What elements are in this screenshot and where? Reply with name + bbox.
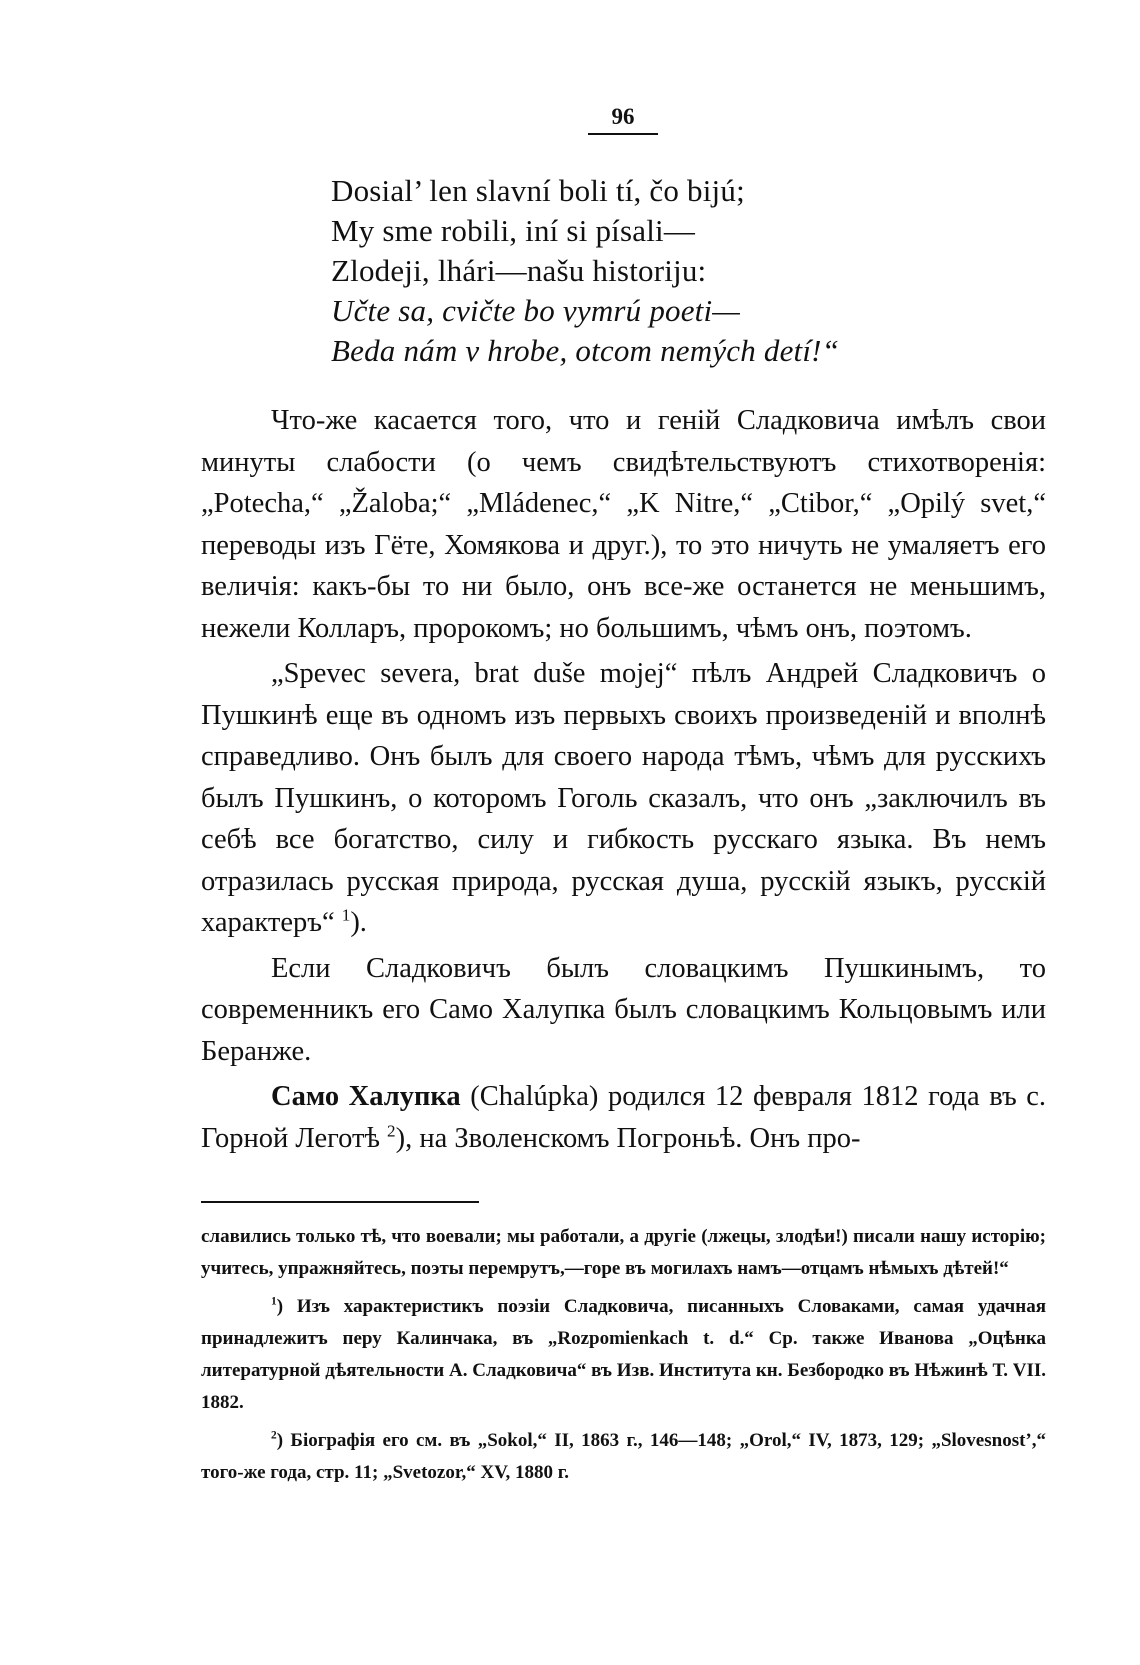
poem-line: Dosial’ len slavní boli tí, čo bijú; [331,173,745,208]
poem-line: My sme robili, iní si písali— [331,213,696,248]
footnote-divider [201,1201,479,1203]
footnote-1 [201,1291,1046,1419]
poem-line: Zlodeji, lhári—našu historiju: [331,253,707,288]
footnote-text: ) Изъ характеристикъ поэзіи Сладковича, писанныхъ Словаками, самая удачная принадлежитъ перу Калинчака, въ „Rozpomienkach t. d.“ Ср. также Иванова „Оцѣнка литературной дѣятельности А. Сладковича“ въ Изв. Института кн. Безбородко въ Нѣжинѣ Т. VII. 1882. [201,1296,1046,1413]
footnote-2 [201,1425,1046,1489]
paragraph-sladkovic-weakness: Что-же касается того, что и геній Сладковича имѣлъ свои минуты слабости (о чемъ свидѣтельствуютъ стихотворенія: „Potecha,“ „Žaloba;“ „Mládenec,“ „K Nitre,“ „Ctibor,“ „Opilý svet,“ переводы изъ Гёте, Хомякова и друг.), то это ничуть не умаляетъ его величія: какъ-бы то ни было, онъ все-же останется не меньшимъ, нежели Колларъ, пророкомъ; но большимъ, чѣмъ онъ, поэтомъ. [201,405,1046,644]
main-text [201,400,1046,1163]
paragraph-text: „Spevec severa, brat duše mojej“ пѣлъ Андрей Сладковичъ о Пушкинѣ еще въ одномъ изъ первыхъ своихъ произведеній и вполнѣ справедливо. Онъ былъ для своего народа тѣмъ, чѣмъ для русскихъ былъ Пушкинъ, о которомъ Гоголь сказалъ, что онъ „заключилъ въ себѣ все богатство, силу и гибкость русскаго языка. Въ немъ отразилась русская природа, русская душа, русскій языкъ, русскій характеръ“ [201,658,1046,938]
page-number: 96 [611,104,635,129]
paragraph-text: (Chalúpka) родился 12 февраля 1812 года въ с. Горной Леготѣ [201,1081,1046,1154]
footnote-marker-2: 2 [271,1429,277,1442]
poem-line-italic: Učte sa, cvičte bo vymrú poeti— [331,293,741,328]
footnote-ref-2: 2 [387,1121,396,1140]
poem-line-italic: Beda nám v hrobe, otcom nemých detí!“ [331,333,840,368]
footnote-continuation: славились только тѣ, что воевали; мы работали, а другіе (лжецы, злодѣи!) писали нашу исторію; учитесь, упражняйтесь, поэты перемрутъ,—горе въ могилахъ намъ—отцамъ нѣмыхъ дѣтей!“ [201,1226,1046,1279]
footnote-marker-1: 1 [271,1295,277,1308]
page-number-underline [588,133,658,135]
person-name-heading: Само Халупка [271,1081,461,1112]
footnote-ref-1: 1 [341,905,351,925]
paragraph-chalupka-intro: Если Сладковичъ былъ словацкимъ Пушкинымъ, то современникъ его Само Халупка былъ словацкимъ Кольцовымъ или Беранже. [201,952,1046,1067]
paragraph-chalupka-birth [201,1076,1046,1159]
poem-stanza [331,171,931,371]
paragraph-text: ), на Зволенскомъ Погроньѣ. Онъ про- [395,1122,861,1154]
paragraph-text: ). [350,907,367,938]
paragraph-spevec-severa [201,653,1046,944]
footnotes [201,1221,1046,1495]
footnote-text: ) Біографія его см. въ „Sokol,“ II, 1863 г., 146—148; „Orol,“ IV, 1873, 129; „Slovesnost’,“ того-же года, стр. 11; „Svetozor,“ XV, 1880 г. [201,1430,1046,1483]
